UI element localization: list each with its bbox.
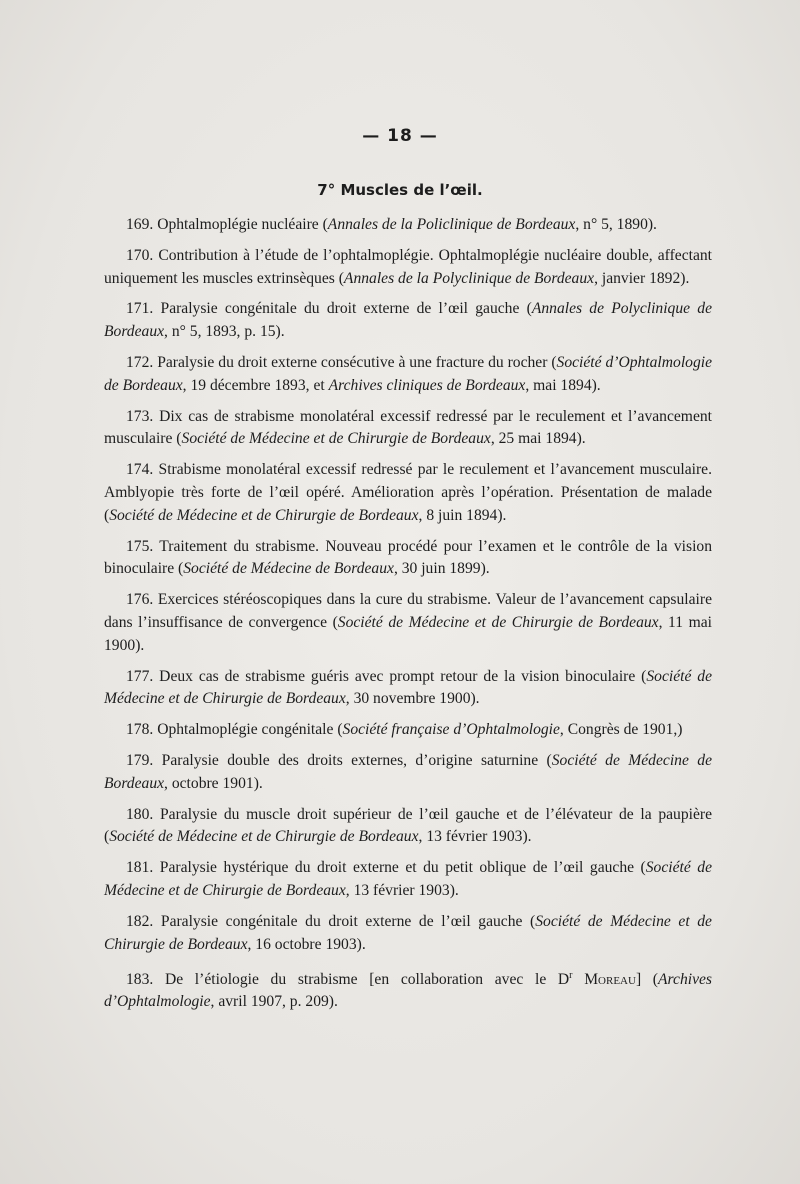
bibliography-entry	[104, 911, 712, 957]
bibliography-entry	[104, 459, 712, 527]
bibliography-entry	[104, 804, 712, 850]
bibliography-entry	[104, 750, 712, 796]
bibliography-entry	[104, 352, 712, 398]
section-title: 7° Muscles de l’œil.	[317, 181, 483, 199]
bibliography-entry	[104, 406, 712, 452]
entry-text: 180. Paralysie du muscle droit supérieur de l’œil gauche et de l’élévateur de la paupière (Société de Médecine et de Chirurgie de Bordeaux, 13 février 1903).	[104, 805, 712, 846]
bibliography-entry	[104, 589, 712, 657]
entry-text: 169. Ophtalmoplégie nucléaire (Annales de la Policlinique de Bordeaux, n° 5, 1890).	[126, 216, 657, 233]
entry-text: 177. Deux cas de strabisme guéris avec prompt retour de la vision binoculaire (Société de Médecine et de Chirurgie de Bordeaux, 30 novembre 1900).	[104, 667, 713, 708]
entry-text: 173. Dix cas de strabisme monolatéral excessif redressé par le reculement et l’avancement musculaire (Société de Médecine et de Chirurgie de Bordeaux, 25 mai 1894).	[104, 407, 712, 448]
page-number: — 18 —	[362, 126, 438, 146]
entry-text: 183. De l’étiologie du strabisme [en collaboration avec le $D^r$ Moreau] (Archives d’Ophtalmologie, avril 1907, p. 209).	[104, 969, 712, 1011]
bibliography-entry	[104, 214, 712, 237]
entry-text: 181. Paralysie hystérique du droit externe et du petit oblique de l’œil gauche (Société de Médecine et de Chirurgie de Bordeaux, 13 février 1903).	[104, 859, 712, 899]
entry-text: 170. Contribution à l’étude de l’ophtalmoplégie. Ophtalmoplégie nucléaire double, affectant uniquement les muscles extrinsèques (Annales de la Polyclinique de Bordeaux, janvier 1892).	[104, 246, 712, 287]
bibliography-entry	[104, 857, 712, 903]
bibliography-entry	[104, 964, 712, 1014]
entry-text: 174. Strabisme monolatéral excessif redressé par le reculement et l’avancement musculaire. Amblyopie très forte de l’œil opéré. Amélioration après l’opération. Présentation de malade (Société de Médecine et de Chirurgie de Bordeaux, 8 juin 1894).	[104, 461, 712, 524]
bibliography-list	[104, 214, 712, 1022]
entry-text: 179. Paralysie double des droits externes, d’origine saturnine (Société de Médecine de Bordeaux, octobre 1901).	[104, 751, 712, 792]
entry-text: 178. Ophtalmoplégie congénitale (Société française d’Ophtalmologie, Congrès de 1901,)	[126, 721, 683, 739]
entry-text: 182. Paralysie congénitale du droit externe de l’œil gauche (Société de Médecine et de Chirurgie de Bordeaux, 16 octobre 1903).	[104, 912, 712, 953]
entry-text: 176. Exercices stéréoscopiques dans la cure du strabisme. Valeur de l’avancement capsulaire dans l’insuffisance de convergence (Société de Médecine et de Chirurgie de Bordeaux, 11 mai 1900).	[104, 591, 712, 654]
entry-text: 171. Paralysie congénitale du droit externe de l’œil gauche (Annales de Polyclinique de Bordeaux, n° 5, 1893, p. 15).	[104, 300, 712, 341]
bibliography-entry	[104, 536, 712, 582]
bibliography-entry	[104, 245, 712, 291]
entry-text: 172. Paralysie du droit externe consécutive à une fracture du rocher (Société d’Ophtalmologie de Bordeaux, 19 décembre 1893, et Archives cliniques de Bordeaux, mai 1894).	[104, 353, 712, 394]
entry-text: 175. Traitement du strabisme. Nouveau procédé pour l’examen et le contrôle de la vision binoculaire (Société de Médecine de Bordeaux, 30 juin 1899).	[104, 537, 712, 578]
bibliography-entry	[104, 298, 712, 344]
bibliography-entry	[104, 666, 712, 712]
bibliography-entry	[104, 719, 712, 742]
